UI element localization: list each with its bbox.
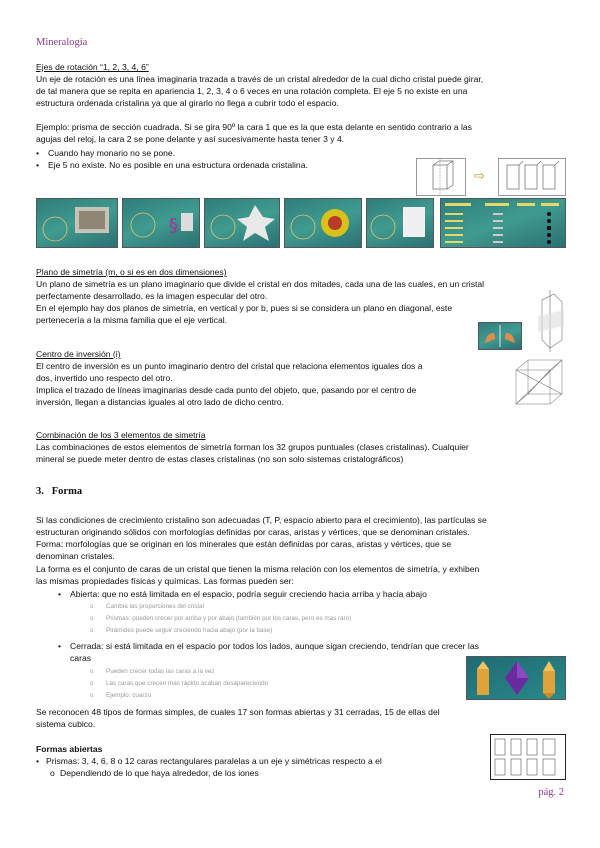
forma-cerrada-subitem: o Las caras que crecen mas rápido acaban desapareciendo bbox=[90, 680, 269, 687]
plano-line: En el ejemplo hay dos planos de simetría, en vertical y por b, pues si se considera un plano en diagonal, este bbox=[36, 303, 453, 313]
mirror-hands-thumbnail bbox=[478, 322, 522, 350]
slide-thumbnail bbox=[284, 198, 362, 248]
slide-thumbnail bbox=[366, 198, 434, 248]
abiertas-bullet: • Prismas: 3, 4, 6, 8 o 12 caras rectangulares paralelas a un eje y simétricas respecto a el bbox=[36, 756, 382, 766]
crystal-photo-icon bbox=[37, 199, 117, 247]
svg-text:§: § bbox=[169, 215, 178, 236]
abiertas-title: Formas abiertas bbox=[36, 744, 103, 754]
plano-line: perfectamente desarrollado, es la imagen especular del otro. bbox=[36, 291, 268, 301]
ejes-bullet: • Eje 5 no existe. No es posible en una estructura ordenada cristalina. bbox=[36, 160, 308, 170]
combinacion-line: mineral se puede meter dentro de estas clases cristalinas (no son solo sistemas cristalográficos) bbox=[36, 454, 404, 464]
ejes-title: Ejes de rotación “1, 2, 3, 4, 6” bbox=[36, 62, 149, 72]
open-forms-figure bbox=[490, 734, 566, 780]
symmetry-table-thumbnail bbox=[440, 198, 566, 248]
forma-cerrada-subitem: o Pueden crecer todas las caras a la vez bbox=[90, 668, 215, 675]
page-number: pág. 2 bbox=[538, 787, 564, 798]
closed-forms-thumbnail bbox=[466, 656, 566, 700]
prism-plane-icon bbox=[534, 290, 566, 352]
slide-thumbnail bbox=[36, 198, 118, 248]
forma-line: estructuran originando sólidos con morfologías definidas por caras, aristas y vértices, que se denominan cristales. bbox=[36, 527, 470, 537]
forma-abierta-subitem: o Pirámides puede seguir creciendo hacia abajo (por la base) bbox=[90, 627, 273, 634]
forma-abierta-subitem: o Prismas: pueden crecer por arriba y por abajo (también por los caras, pero es mas raro) bbox=[90, 615, 352, 622]
prism-forms-icon bbox=[491, 735, 565, 779]
plano-line: pertenecería a la misma familia que el eje vertical. bbox=[36, 315, 228, 325]
section-heading-forma: 3. Forma bbox=[36, 486, 83, 497]
prism-icon bbox=[417, 159, 465, 195]
forma-line: Si las condiciones de crecimiento cristalino son adecuadas (T, P, espacio abierto para el crecimiento), las partículas se bbox=[36, 515, 487, 525]
plano-title: Plano de simetría (m, o si es en dos dimensiones) bbox=[36, 267, 227, 277]
forma-cerrada-subitem: o Ejemplo: cuarzo bbox=[90, 692, 152, 699]
centro-line: inversión, llegan a distancias iguales al otro lado de dicho centro. bbox=[36, 397, 284, 407]
forma-line: La forma es el conjunto de caras de un cristal que tienen la misma relación con los elementos de simetría, y exhiben bbox=[36, 564, 480, 574]
slide-thumbnail bbox=[122, 198, 200, 248]
arrow-right-icon: ⇨ bbox=[474, 168, 485, 183]
ejes-bullet: • Cuando hay monario no se pone. bbox=[36, 148, 176, 158]
crystal-photo-icon bbox=[367, 199, 433, 247]
forma-summary: sistema cubico. bbox=[36, 719, 96, 729]
centro-line: Implica el trazado de líneas imaginarias desde cada punto del objeto, que, pasando por el centro de bbox=[36, 385, 417, 395]
ejes-line: estructura ordenada cristalina ya que al girarlo no llega a cubrir todo el espacio. bbox=[36, 98, 339, 108]
prism-figure-after bbox=[498, 158, 566, 196]
forma-cerrada-continuation: caras bbox=[70, 653, 92, 663]
forma-abierta-subitem: o Cambia las proporciones del cristal bbox=[90, 603, 204, 610]
document-header: Mineralogía bbox=[36, 37, 88, 48]
abiertas-subitem: o Dependiendo de lo que haya alrededor, de los iones bbox=[50, 768, 259, 778]
cube-icon bbox=[508, 354, 568, 414]
ejes-line: Un eje de rotación es una línea imaginaria trazada a través de un cristal alrededor de la cual dicho cristal puede girar, bbox=[36, 74, 484, 84]
slide-thumbnail bbox=[204, 198, 280, 248]
forma-line: las mismas propiedades físicas y químicas. Las formas pueden ser: bbox=[36, 576, 294, 586]
forma-line: Forma: morfologías que se originan en los minerales que están definidas por caras, aristas y vértices, que se bbox=[36, 539, 452, 549]
centro-line: El centro de inversión es un punto imaginario dentro del cristal que relaciona elementos iguales dos a bbox=[36, 361, 423, 371]
centro-title: Centro de inversión (i) bbox=[36, 349, 121, 359]
symmetry-plane-figure bbox=[534, 290, 566, 352]
crystal-photo-icon bbox=[285, 199, 361, 247]
forma-summary: Se reconocen 48 tipos de formas simples, de cuales 17 son formas abiertas y 31 cerradas, 15 de ellas del bbox=[36, 707, 440, 717]
combinacion-title: Combinación de los 3 elementos de simetría bbox=[36, 430, 206, 440]
ejes-example: Ejemplo: prisma de sección cuadrada. Si se gira 90º la cara 1 que es la que esta delante en sentido contrario a las bbox=[36, 122, 472, 132]
combinacion-line: Las combinaciones de estos elementos de simetría forman los 32 grupos puntuales (clases cristalinas). Cualquier bbox=[36, 442, 469, 452]
inversion-center-figure bbox=[508, 354, 568, 414]
plano-line: Un plano de simetría es un plano imaginario que divide el cristal en dos mitades, cada una de las cuales, en un cristal bbox=[36, 279, 485, 289]
hand-icon bbox=[479, 323, 521, 349]
forma-cerrada-bullet: • Cerrada: si está limitada en el espacio por todos los lados, aunque sigan creciendo, tendrían que crecer las bbox=[58, 641, 479, 651]
ejes-example: agujas del reloj, la cara 2 se pone delante y así sucesivamente hasta tener 3 y 4. bbox=[36, 134, 345, 144]
ejes-line: de tal manera que se repita en apariencia 1, 2, 3, 4 o 6 veces en una rotación completa. El eje 5 no existe en una bbox=[36, 86, 468, 96]
crystal-photo-icon bbox=[123, 199, 199, 247]
forma-abierta-bullet: • Abierta: que no está limitada en el espacio, podría seguir creciendo hacia arriba y hacia abajo bbox=[58, 589, 427, 599]
crystal-shapes-icon bbox=[467, 657, 565, 699]
crystal-photo-icon bbox=[205, 199, 279, 247]
table-icon bbox=[441, 199, 565, 247]
prism-icon bbox=[499, 159, 565, 195]
centro-line: dos, invertido uno respecto del otro. bbox=[36, 373, 173, 383]
prism-figure-before bbox=[416, 158, 466, 196]
forma-line: denominan cristales. bbox=[36, 551, 115, 561]
